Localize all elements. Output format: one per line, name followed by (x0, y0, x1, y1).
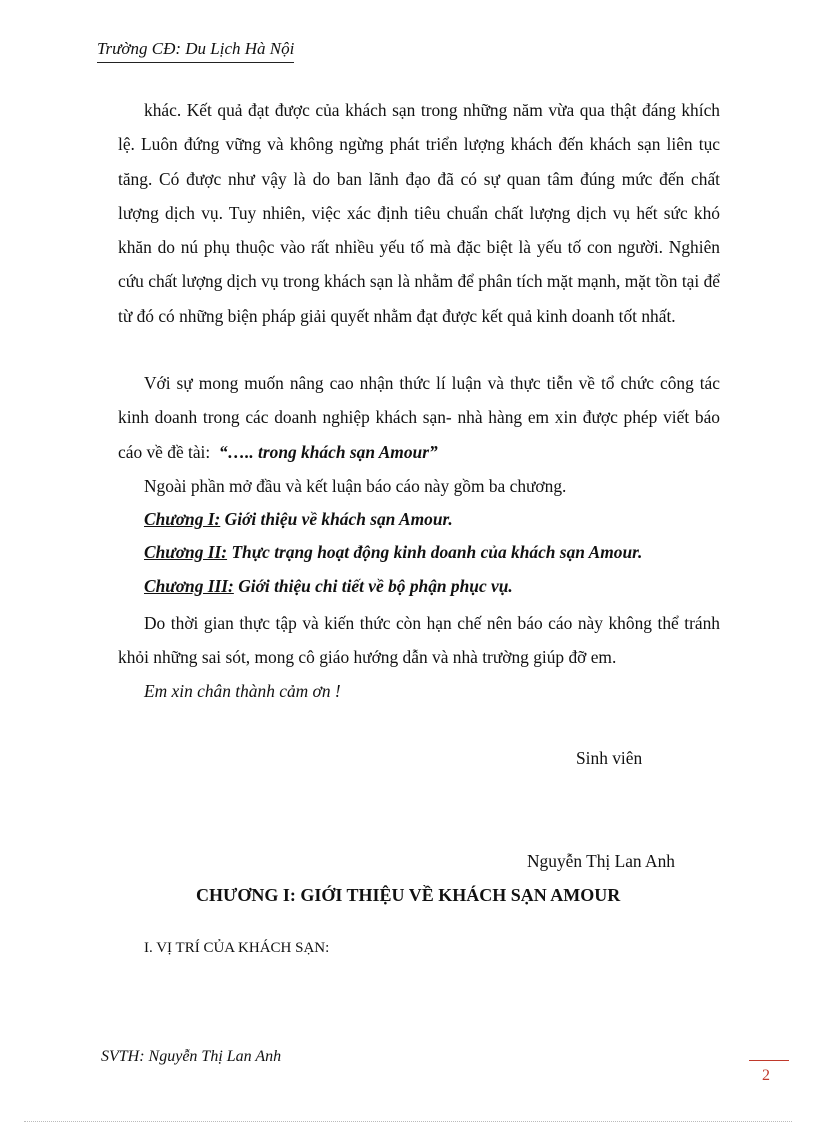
paragraph-motivation-body: Với sự mong muốn nâng cao nhận thức lí luận và thực tiễn về tổ chức công tác kinh doanh trong các doanh nghiệp khách sạn- nhà hàng em xin được phép viết báo cáo về đề tài: (118, 373, 720, 462)
paragraph-apology-text: Do thời gian thực tập và kiến thức còn hạn chế nên báo cáo này không thể tránh khỏi những sai sót, mong cô giáo hướng dẫn và nhà trường giúp đỡ em. (118, 613, 720, 668)
chapter-1-summary (144, 509, 453, 530)
paragraph-motivation-text (118, 366, 720, 469)
chapter-2-label: Chương II: (144, 542, 228, 562)
page-header-school: Trường CĐ: Du Lịch Hà Nội (97, 39, 294, 63)
thanks-line: Em xin chân thành cảm ơn ! (144, 681, 341, 701)
chapter-heading: CHƯƠNG I: GIỚI THIỆU VỀ KHÁCH SẠN AMOUR (196, 885, 621, 905)
signature-role: Sinh viên (576, 748, 643, 768)
paragraph-results-text: khác. Kết quả đạt được của khách sạn trong những năm vừa qua thật đáng khích lệ. Luôn đứng vững và không ngừng phát triển lượng khách đến khách sạn liên tục tăng. Có được như vậy là do ban lãnh đạo đã có sự quan tâm đúng mức đến chất lượng dịch vụ. Tuy nhiên, việc xác định tiêu chuẩn chất lượng dịch vụ hết sức khó khăn do nú phụ thuộc vào rất nhiều yếu tố mà đặc biệt là yếu tố con người. Nghiên cứu chất lượng dịch vụ trong khách sạn là nhằm để phân tích mặt mạnh, mặt tồn tại để từ đó có những biện pháp giải quyết nhằm đạt được kết quả kinh doanh tốt nhất. (118, 100, 720, 326)
paragraph-motivation (118, 366, 720, 469)
paragraph-results (118, 93, 720, 333)
chapter-3-text: Giới thiệu chi tiết về bộ phận phục vụ. (238, 576, 513, 596)
chapter-1-label: Chương I: (144, 509, 221, 529)
chapter-2-summary (144, 542, 642, 563)
chapter-1-text: Giới thiệu về khách sạn Amour. (224, 509, 453, 529)
paragraph-apology (118, 606, 720, 675)
footer-divider (749, 1060, 789, 1061)
chapter-2-text: Thực trạng hoạt động kinh doanh của khách sạn Amour. (231, 542, 643, 562)
chapters-intro: Ngoài phần mở đầu và kết luận báo cáo này gồm ba chương. (144, 476, 567, 496)
page-number: 2 (762, 1067, 770, 1084)
footer-student: SVTH: Nguyễn Thị Lan Anh (101, 1048, 282, 1065)
chapter-3-summary (144, 576, 513, 597)
signature-name: Nguyễn Thị Lan Anh (527, 851, 675, 871)
report-title-quote: “….. trong khách sạn Amour” (218, 441, 438, 462)
page-break-divider (24, 1121, 792, 1122)
chapter-3-label: Chương III: (144, 576, 234, 596)
section-heading: I. VỊ TRÍ CỦA KHÁCH SẠN: (144, 940, 330, 956)
